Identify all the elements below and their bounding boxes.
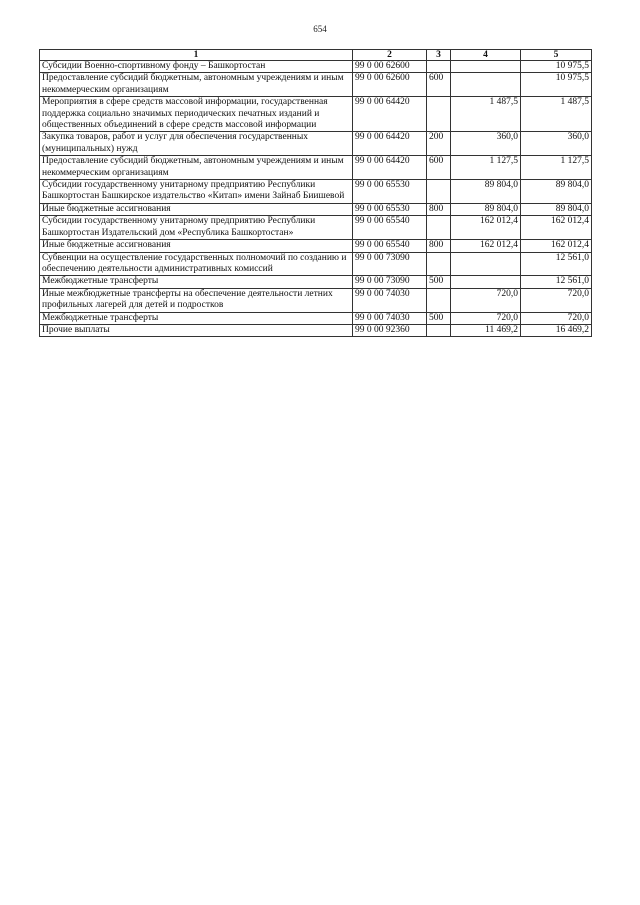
row-expense-type: 200 <box>427 132 451 156</box>
row-value-col5: 720,0 <box>521 288 592 312</box>
header-col-1: 1 <box>40 50 353 61</box>
row-code: 99 0 00 64420 <box>353 132 427 156</box>
header-col-2: 2 <box>353 50 427 61</box>
row-value-col4 <box>451 252 521 276</box>
row-code: 99 0 00 62600 <box>353 73 427 97</box>
row-code: 99 0 00 74030 <box>353 312 427 324</box>
table-row <box>40 276 592 288</box>
row-name: Субвенции на осуществление государственных полномочий по созданию и обеспечению деятельности административных комиссий <box>40 252 353 276</box>
row-value-col4: 162 012,4 <box>451 240 521 252</box>
row-expense-type: 800 <box>427 240 451 252</box>
row-expense-type: 500 <box>427 312 451 324</box>
table-row <box>40 324 592 336</box>
row-name: Прочие выплаты <box>40 324 353 336</box>
table-row <box>40 61 592 73</box>
header-row <box>40 50 592 61</box>
row-value-col5: 12 561,0 <box>521 252 592 276</box>
row-value-col4 <box>451 61 521 73</box>
row-code: 99 0 00 65540 <box>353 240 427 252</box>
table-header <box>40 50 592 61</box>
table-row <box>40 73 592 97</box>
table-row <box>40 156 592 180</box>
row-code: 99 0 00 64420 <box>353 156 427 180</box>
row-value-col5: 89 804,0 <box>521 203 592 215</box>
row-value-col4: 1 487,5 <box>451 97 521 132</box>
row-expense-type: 500 <box>427 276 451 288</box>
row-code: 99 0 00 73090 <box>353 276 427 288</box>
row-value-col5: 162 012,4 <box>521 216 592 240</box>
header-col-5: 5 <box>521 50 592 61</box>
row-value-col4 <box>451 276 521 288</box>
row-value-col4 <box>451 73 521 97</box>
table-row <box>40 97 592 132</box>
row-expense-type <box>427 61 451 73</box>
row-value-col4: 11 469,2 <box>451 324 521 336</box>
row-name: Межбюджетные трансферты <box>40 276 353 288</box>
row-expense-type <box>427 288 451 312</box>
row-expense-type <box>427 216 451 240</box>
row-value-col5: 720,0 <box>521 312 592 324</box>
row-code: 99 0 00 73090 <box>353 252 427 276</box>
table-body <box>40 61 592 337</box>
row-name: Иные бюджетные ассигнования <box>40 240 353 252</box>
row-expense-type <box>427 97 451 132</box>
row-name: Иные межбюджетные трансферты на обеспечение деятельности летних профильных лагерей для детей и подростков <box>40 288 353 312</box>
row-name: Мероприятия в сфере средств массовой информации, государственная поддержка социально значимых периодических печатных изданий и общественных объединений в сфере средств массовой информации <box>40 97 353 132</box>
row-value-col5: 10 975,5 <box>521 61 592 73</box>
row-value-col4: 162 012,4 <box>451 216 521 240</box>
table-row <box>40 132 592 156</box>
row-code: 99 0 00 62600 <box>353 61 427 73</box>
row-code: 99 0 00 92360 <box>353 324 427 336</box>
row-name: Межбюджетные трансферты <box>40 312 353 324</box>
row-value-col5: 16 469,2 <box>521 324 592 336</box>
row-value-col4: 89 804,0 <box>451 180 521 204</box>
table-row <box>40 252 592 276</box>
row-code: 99 0 00 74030 <box>353 288 427 312</box>
header-col-3: 3 <box>427 50 451 61</box>
row-name: Предоставление субсидий бюджетным, автономным учреждениям и иным некоммерческим организациям <box>40 73 353 97</box>
table-row <box>40 240 592 252</box>
budget-table <box>39 49 592 337</box>
row-code: 99 0 00 65540 <box>353 216 427 240</box>
row-value-col4: 1 127,5 <box>451 156 521 180</box>
table-row <box>40 203 592 215</box>
row-name: Субсидии Военно-спортивному фонду – Башкортостан <box>40 61 353 73</box>
table-row <box>40 180 592 204</box>
row-name: Иные бюджетные ассигнования <box>40 203 353 215</box>
row-code: 99 0 00 65530 <box>353 203 427 215</box>
row-name: Субсидии государственному унитарному предприятию Республики Башкортостан Башкирское издательство «Китап» имени Зайнаб Биишевой <box>40 180 353 204</box>
row-value-col5: 89 804,0 <box>521 180 592 204</box>
row-value-col4: 360,0 <box>451 132 521 156</box>
row-value-col4: 720,0 <box>451 312 521 324</box>
row-expense-type <box>427 252 451 276</box>
row-name: Субсидии государственному унитарному предприятию Республики Башкортостан Издательский дом «Республика Башкортостан» <box>40 216 353 240</box>
row-value-col5: 10 975,5 <box>521 73 592 97</box>
table-row <box>40 312 592 324</box>
row-value-col5: 1 127,5 <box>521 156 592 180</box>
row-value-col4: 89 804,0 <box>451 203 521 215</box>
page-number: 654 <box>313 24 327 34</box>
row-expense-type: 600 <box>427 156 451 180</box>
row-value-col5: 1 487,5 <box>521 97 592 132</box>
row-code: 99 0 00 65530 <box>353 180 427 204</box>
row-expense-type <box>427 180 451 204</box>
row-value-col5: 162 012,4 <box>521 240 592 252</box>
row-expense-type: 800 <box>427 203 451 215</box>
row-expense-type <box>427 324 451 336</box>
row-value-col5: 360,0 <box>521 132 592 156</box>
row-name: Закупка товаров, работ и услуг для обеспечения государственных (муниципальных) нужд <box>40 132 353 156</box>
row-name: Предоставление субсидий бюджетным, автономным учреждениям и иным некоммерческим организациям <box>40 156 353 180</box>
row-expense-type: 600 <box>427 73 451 97</box>
header-col-4: 4 <box>451 50 521 61</box>
row-value-col5: 12 561,0 <box>521 276 592 288</box>
row-code: 99 0 00 64420 <box>353 97 427 132</box>
table-row <box>40 288 592 312</box>
row-value-col4: 720,0 <box>451 288 521 312</box>
table-row <box>40 216 592 240</box>
